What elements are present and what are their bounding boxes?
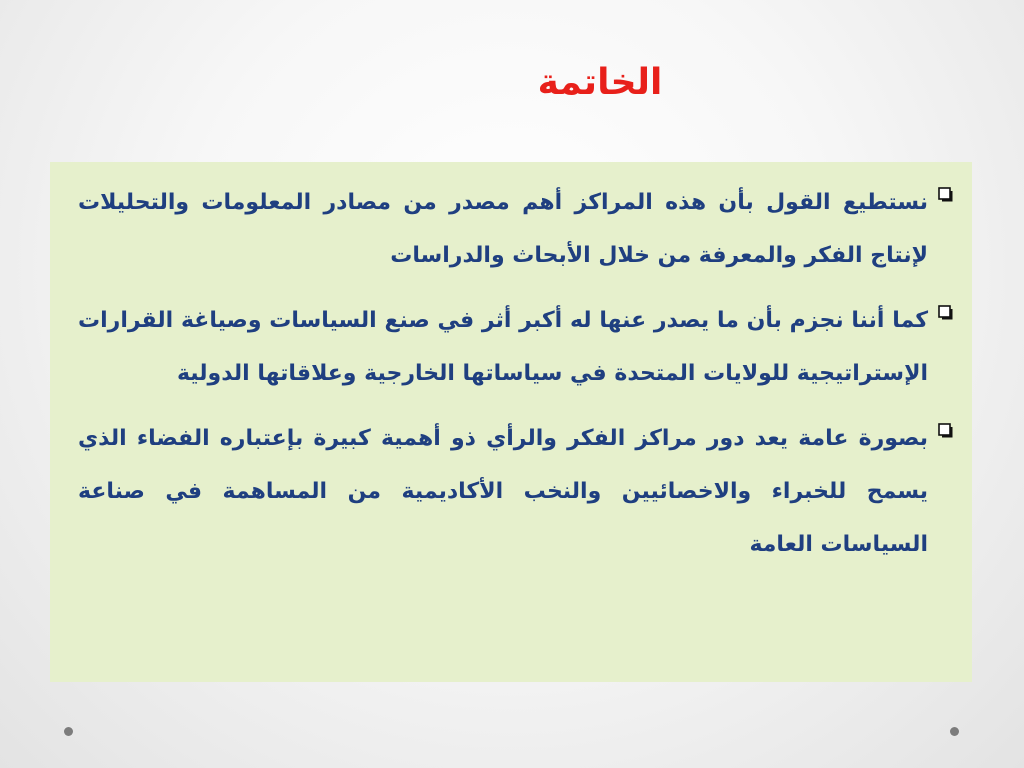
checkbox-square-icon [938, 187, 954, 203]
content-box [50, 162, 972, 682]
bullet-text: كما أننا نجزم بأن ما يصدر عنها له أكبر أثر في صنع السياسات وصياغة القرارات الإستراتيجية للولايات المتحدة في سياساتها الخارجية وعلاقاتها الدولية [78, 308, 928, 386]
bullet-item [78, 294, 954, 400]
checkbox-square-icon [938, 305, 954, 321]
bullet-item [78, 412, 954, 571]
bullet-text: نستطيع القول بأن هذه المراكز أهم مصدر من مصادر المعلومات والتحليلات لإنتاج الفكر والمعرفة من خلال الأبحاث والدراسات [78, 190, 928, 268]
decorative-dot-right [950, 727, 959, 736]
bullet-text: بصورة عامة يعد دور مراكز الفكر والرأي ذو أهمية كبيرة بإعتباره الفضاء الذي يسمح للخبراء والاخصائيين والنخب الأكاديمية من المساهمة في صناعة السياسات العامة [78, 426, 928, 557]
bullet-item [78, 176, 954, 282]
slide-title: الخاتمة [537, 62, 663, 103]
slide-title-container [0, 62, 1024, 103]
bullet-list [78, 176, 954, 571]
checkbox-square-icon [938, 423, 954, 439]
decorative-dot-left [64, 727, 73, 736]
